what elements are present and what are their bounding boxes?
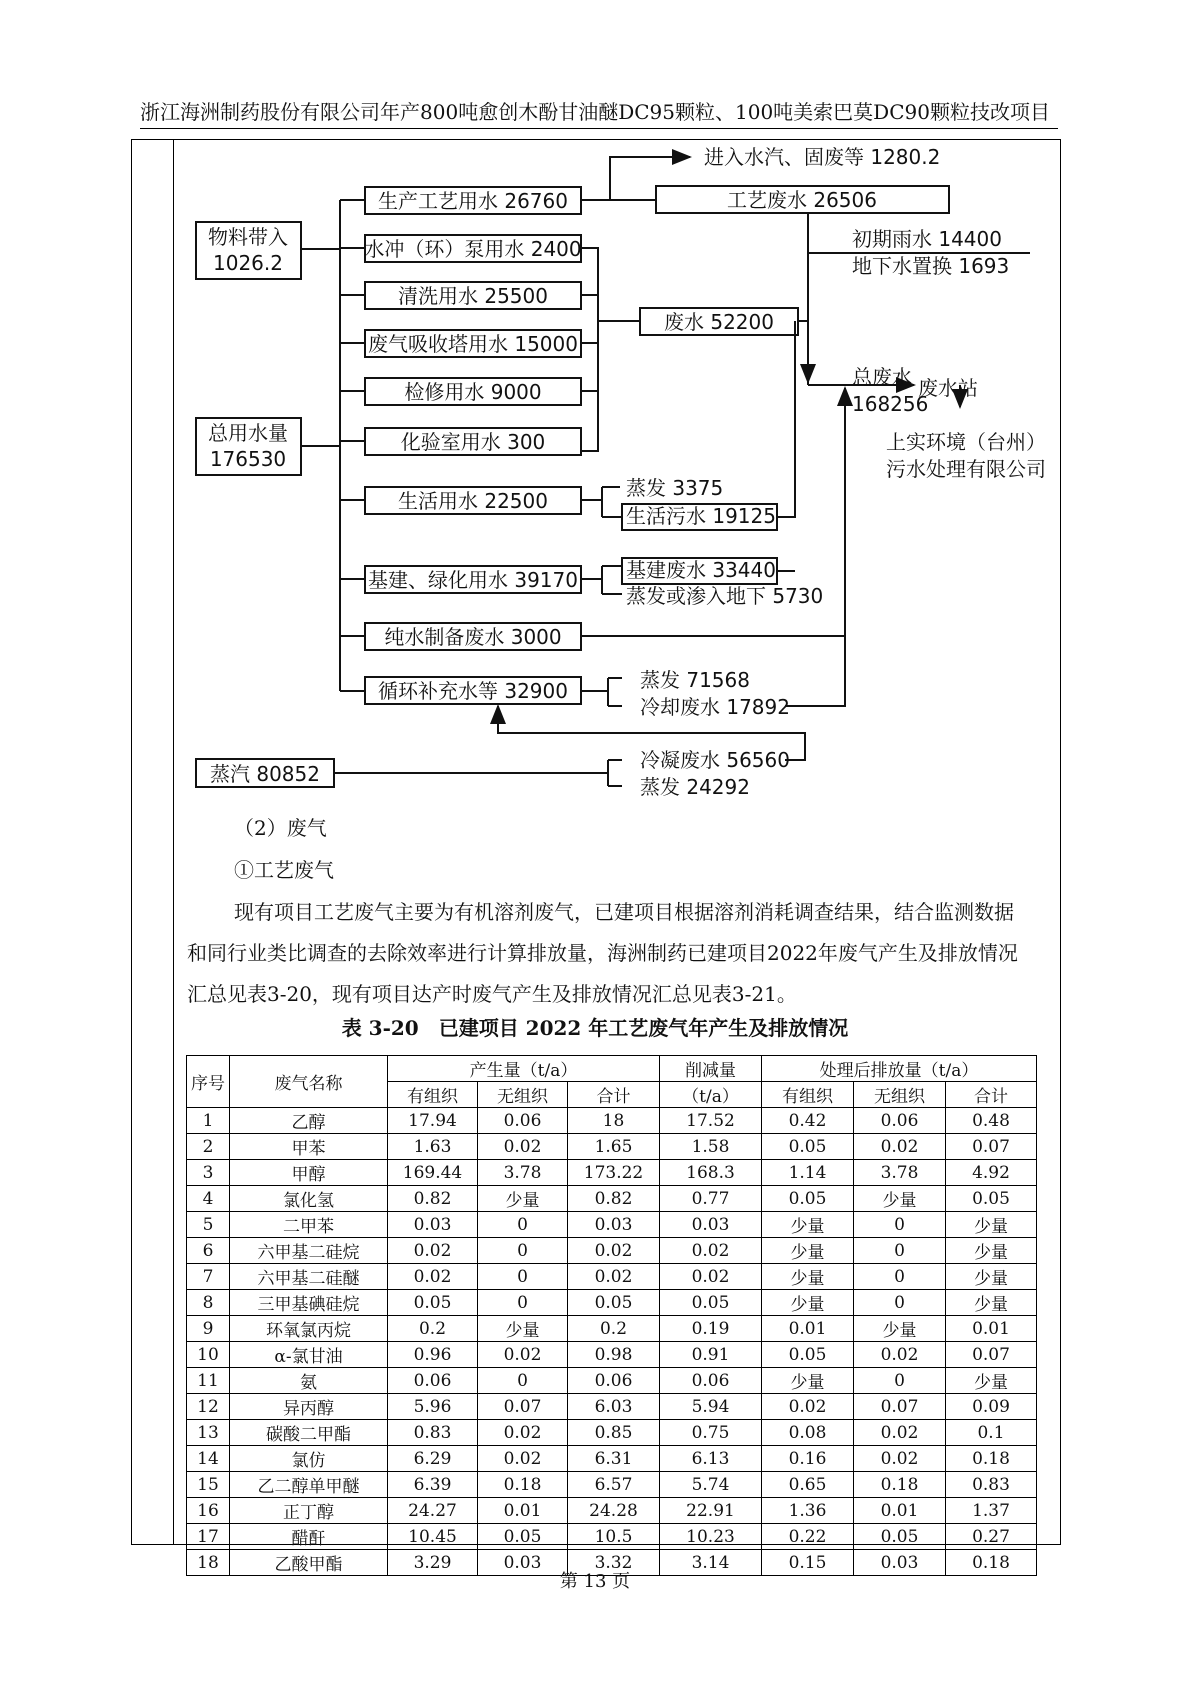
table-cell: 1.14 [762,1160,854,1186]
table-cell: 0.91 [660,1342,762,1368]
table-cell: 0.65 [762,1472,854,1498]
table-cell: 六甲基二硅醚 [230,1264,388,1290]
col-emit-unorganized: 无组织 [854,1082,946,1108]
table-row [187,1186,1037,1212]
out-evap-cooling: 蒸发 71568 [640,668,750,692]
table-cell: 0.02 [854,1134,946,1160]
table-cell: 0.06 [660,1368,762,1394]
table-cell: 0 [478,1264,568,1290]
page-header: 浙江海洲制药股份有限公司年产800吨愈创木酚甘油醚DC95颗粒、100吨美索巴莫DC90颗粒技改项目 [140,100,1050,124]
table-row [187,1498,1037,1524]
table-cell: 1.65 [568,1134,660,1160]
table-cell: 0.77 [660,1186,762,1212]
out-total-wastewater-line2: 168256 [852,392,929,416]
table-cell: 三甲基碘硅烷 [230,1290,388,1316]
table-cell: 7 [187,1264,230,1290]
table-cell: 少量 [946,1238,1037,1264]
total-water-line1: 总用水量 [208,421,288,445]
col-seq: 序号 [187,1056,230,1108]
table-cell: 17.94 [388,1108,478,1134]
water-balance-diagram [0,0,1190,800]
table-cell: 0 [478,1368,568,1394]
table-cell: 0.01 [854,1498,946,1524]
use-process: 生产工艺用水 26760 [378,189,568,213]
table-cell: 0.83 [946,1472,1037,1498]
table-cell: 0 [854,1238,946,1264]
table-cell: 173.22 [568,1160,660,1186]
table-cell: 0.02 [660,1238,762,1264]
table-row [187,1290,1037,1316]
table-cell: 少量 [478,1316,568,1342]
table-cell: 0.02 [478,1446,568,1472]
table-cell: 0.18 [946,1446,1037,1472]
use-pure-water: 纯水制备废水 3000 [384,625,562,649]
table-cell: 0 [478,1238,568,1264]
table-cell: 少量 [946,1368,1037,1394]
table-cell: 6.29 [388,1446,478,1472]
table-cell: 0.48 [946,1108,1037,1134]
table-cell: 0.06 [478,1108,568,1134]
table-cell: 0.19 [660,1316,762,1342]
table-cell: 12 [187,1394,230,1420]
table-row [187,1524,1037,1550]
table-cell: 18 [187,1550,230,1576]
table-cell: 0.01 [762,1316,854,1342]
table-cell: 0.85 [568,1420,660,1446]
table-cell: 0.27 [946,1524,1037,1550]
out-vapor-solid: 进入水汽、固废等 1280.2 [704,145,941,169]
use-lab: 化验室用水 300 [400,430,546,454]
table-cell: 0.01 [946,1316,1037,1342]
table-cell: 0.02 [478,1342,568,1368]
out-total-wastewater-line1: 总废水 [852,365,912,389]
table-cell: 甲苯 [230,1134,388,1160]
table-cell: 氯仿 [230,1446,388,1472]
table-cell: 0.06 [388,1368,478,1394]
table-cell: 0.05 [762,1134,854,1160]
table-cell: 甲醇 [230,1160,388,1186]
section-heading: （2）废气 [234,816,327,840]
table-cell: 0.02 [854,1446,946,1472]
table-cell: 0.07 [946,1134,1037,1160]
table-cell: 0.02 [762,1394,854,1420]
table-cell: 0.18 [854,1472,946,1498]
table-cell: 0.05 [854,1524,946,1550]
table-row [187,1420,1037,1446]
table-cell: 0.05 [478,1524,568,1550]
use-scrubber: 废气吸收塔用水 15000 [368,332,578,356]
table-cell: 6.03 [568,1394,660,1420]
table-cell: 0.03 [478,1550,568,1576]
table-cell: 8 [187,1290,230,1316]
table-cell: 0.16 [762,1446,854,1472]
table-row [187,1368,1037,1394]
table-title: 表 3-20 已建项目 2022 年工艺废气年产生及排放情况 [341,1016,849,1040]
out-domestic-sewage: 生活污水 19125 [626,504,776,528]
table-cell: 24.28 [568,1498,660,1524]
table-cell: 3.14 [660,1550,762,1576]
table-cell: 0.07 [854,1394,946,1420]
out-groundwater: 地下水置换 1693 [852,254,1010,278]
table-cell: 6.57 [568,1472,660,1498]
page-number: 第 13 页 [559,1571,631,1592]
table-cell: 4 [187,1186,230,1212]
table-row [187,1108,1037,1134]
emissions-table [186,1055,1037,1576]
table-cell: 0.06 [854,1108,946,1134]
table-cell: 10.5 [568,1524,660,1550]
use-domestic: 生活用水 22500 [398,489,548,513]
material-input-line1: 物料带入 [208,225,288,249]
table-cell: 异丙醇 [230,1394,388,1420]
out-construction-wastewater: 基建废水 33440 [626,558,776,582]
table-cell: 少量 [946,1290,1037,1316]
col-gen-total: 合计 [568,1082,660,1108]
table-cell: 0.03 [854,1550,946,1576]
table-cell: 0.05 [762,1186,854,1212]
col-gen-organized: 有组织 [388,1082,478,1108]
body-line-3: 汇总见表3-20，现有项目达产时废气产生及排放情况汇总见表3-21。 [187,982,797,1006]
table-cell: 正丁醇 [230,1498,388,1524]
table-cell: 0.03 [660,1212,762,1238]
col-generated: 产生量（t/a） [388,1056,660,1082]
table-cell: 16 [187,1498,230,1524]
table-cell: 1.37 [946,1498,1037,1524]
out-treatment-station: 废水站 [918,376,978,400]
table-cell: 14 [187,1446,230,1472]
table-cell: 0.02 [388,1264,478,1290]
table-cell: 1.58 [660,1134,762,1160]
table-cell: 0.1 [946,1420,1037,1446]
out-cooling-wastewater: 冷却废水 17892 [640,695,790,719]
table-cell: 氨 [230,1368,388,1394]
table-row [187,1238,1037,1264]
table-cell: 少量 [762,1212,854,1238]
table-cell: 1.36 [762,1498,854,1524]
out-rain: 初期雨水 14400 [852,227,1002,251]
out-evap-infiltration: 蒸发或渗入地下 5730 [626,584,824,608]
col-gen-unorganized: 无组织 [478,1082,568,1108]
table-cell: 少量 [762,1368,854,1394]
table-row [187,1134,1037,1160]
use-cleaning: 清洗用水 25500 [398,284,548,308]
table-cell: 醋酐 [230,1524,388,1550]
table-cell: 少量 [478,1186,568,1212]
table-cell: 0.02 [854,1420,946,1446]
table-cell: 0.22 [762,1524,854,1550]
table-cell: 0.03 [388,1212,478,1238]
table-cell: 少量 [762,1264,854,1290]
table-row [187,1394,1037,1420]
table-cell: 少量 [762,1290,854,1316]
table-cell: 0.82 [568,1186,660,1212]
table-cell: 0.83 [388,1420,478,1446]
table-cell: 0.02 [854,1342,946,1368]
table-row [187,1316,1037,1342]
table-cell: 1.63 [388,1134,478,1160]
table-cell: 0.18 [478,1472,568,1498]
out-process-wastewater: 工艺废水 26506 [727,188,877,212]
table-cell: 3.78 [854,1160,946,1186]
table-cell: 碳酸二甲酯 [230,1420,388,1446]
body-line-2: 和同行业类比调查的去除效率进行计算排放量，海洲制药已建项目2022年废气产生及排放情况 [187,941,1018,965]
table-cell: 0.05 [660,1290,762,1316]
table-cell: 10.45 [388,1524,478,1550]
out-municipal-line1: 上实环境（台州） [886,430,1046,454]
table-cell: 0.05 [388,1290,478,1316]
table-cell: 10 [187,1342,230,1368]
table-cell: 9 [187,1316,230,1342]
table-cell: 168.3 [660,1160,762,1186]
table-cell: 4.92 [946,1160,1037,1186]
table-cell: 17 [187,1524,230,1550]
table-cell: 少量 [854,1186,946,1212]
table-cell: 6.31 [568,1446,660,1472]
table-cell: 0.02 [568,1238,660,1264]
table-cell: 环氧氯丙烷 [230,1316,388,1342]
table-cell: 0.09 [946,1394,1037,1420]
material-input-line2: 1026.2 [213,251,283,275]
out-evap-domestic: 蒸发 3375 [626,476,724,500]
table-cell: 5.96 [388,1394,478,1420]
table-cell: 0 [854,1212,946,1238]
table-cell: 0.07 [946,1342,1037,1368]
table-cell: 0.15 [762,1550,854,1576]
table-cell: 2 [187,1134,230,1160]
out-wastewater: 废水 52200 [664,310,774,334]
table-cell: 5 [187,1212,230,1238]
body-line-1: 现有项目工艺废气主要为有机溶剂废气，已建项目根据溶剂消耗调查结果，结合监测数据 [234,900,1014,924]
table-cell: 0.75 [660,1420,762,1446]
table-cell: 0.05 [568,1290,660,1316]
table-cell: 0.05 [946,1186,1037,1212]
table-cell: 169.44 [388,1160,478,1186]
table-cell: 0.02 [478,1134,568,1160]
use-pump: 水冲（环）泵用水 2400 [364,237,582,261]
table-cell: 乙醇 [230,1108,388,1134]
table-cell: 22.91 [660,1498,762,1524]
col-emit-organized: 有组织 [762,1082,854,1108]
total-water-line2: 176530 [209,447,287,471]
table-cell: 3.78 [478,1160,568,1186]
table-cell: 3 [187,1160,230,1186]
table-cell: 6.39 [388,1472,478,1498]
table-cell: 5.74 [660,1472,762,1498]
table-cell: 10.23 [660,1524,762,1550]
table-cell: 0.98 [568,1342,660,1368]
table-cell: 3.32 [568,1550,660,1576]
table-cell: 0.82 [388,1186,478,1212]
table-cell: 0.08 [762,1420,854,1446]
col-reduced: 削减量 [660,1056,762,1082]
table-cell: 24.27 [388,1498,478,1524]
table-cell: 0.02 [660,1264,762,1290]
table-cell: 0 [478,1212,568,1238]
table-cell: 5.94 [660,1394,762,1420]
table-cell: 0 [854,1290,946,1316]
col-name: 废气名称 [230,1056,388,1108]
table-cell: 乙二醇单甲醚 [230,1472,388,1498]
table-cell: 二甲苯 [230,1212,388,1238]
table-row [187,1160,1037,1186]
table-row [187,1342,1037,1368]
table-cell: 0.2 [388,1316,478,1342]
table-cell: 17.52 [660,1108,762,1134]
table-cell: 少量 [946,1264,1037,1290]
table-cell: 0.03 [568,1212,660,1238]
out-evap-steam: 蒸发 24292 [640,775,750,799]
table-body [187,1108,1037,1576]
table-cell: 0.02 [388,1238,478,1264]
table-cell: 18 [568,1108,660,1134]
table-cell: 少量 [762,1238,854,1264]
table-cell: 6.13 [660,1446,762,1472]
table-cell: 0.02 [478,1420,568,1446]
table-cell: 11 [187,1368,230,1394]
col-reduced-unit: （t/a） [660,1082,762,1108]
table-cell: 乙酸甲酯 [230,1550,388,1576]
table-cell: 0.05 [762,1342,854,1368]
table-cell: 6 [187,1238,230,1264]
use-maintenance: 检修用水 9000 [404,380,542,404]
out-municipal-line2: 污水处理有限公司 [886,457,1046,481]
subsection-heading: ①工艺废气 [234,858,334,882]
table-row [187,1472,1037,1498]
table-cell: 0.06 [568,1368,660,1394]
table-cell: α-氯甘油 [230,1342,388,1368]
table-cell: 0.2 [568,1316,660,1342]
table-cell: 0.02 [568,1264,660,1290]
table-cell: 六甲基二硅烷 [230,1238,388,1264]
table-cell: 0.96 [388,1342,478,1368]
use-cooling: 循环补充水等 32900 [378,679,568,703]
steam-label: 蒸汽 80852 [210,762,320,786]
table-cell: 少量 [946,1212,1037,1238]
table-cell: 0 [854,1368,946,1394]
table-row [187,1264,1037,1290]
table-cell: 0 [478,1290,568,1316]
table-cell: 15 [187,1472,230,1498]
table-cell: 0.42 [762,1108,854,1134]
table-cell: 3.29 [388,1550,478,1576]
table-cell: 0.18 [946,1550,1037,1576]
col-emitted: 处理后排放量（t/a） [762,1056,1037,1082]
col-emit-total: 合计 [946,1082,1037,1108]
table-row [187,1212,1037,1238]
table-cell: 13 [187,1420,230,1446]
table-cell: 0.07 [478,1394,568,1420]
table-row [187,1446,1037,1472]
use-construction: 基建、绿化用水 39170 [368,568,578,592]
table-cell: 氯化氢 [230,1186,388,1212]
table-cell: 少量 [854,1316,946,1342]
table-cell: 0 [854,1264,946,1290]
out-condensate: 冷凝废水 56560 [640,748,790,772]
table-cell: 0.01 [478,1498,568,1524]
table-cell: 1 [187,1108,230,1134]
